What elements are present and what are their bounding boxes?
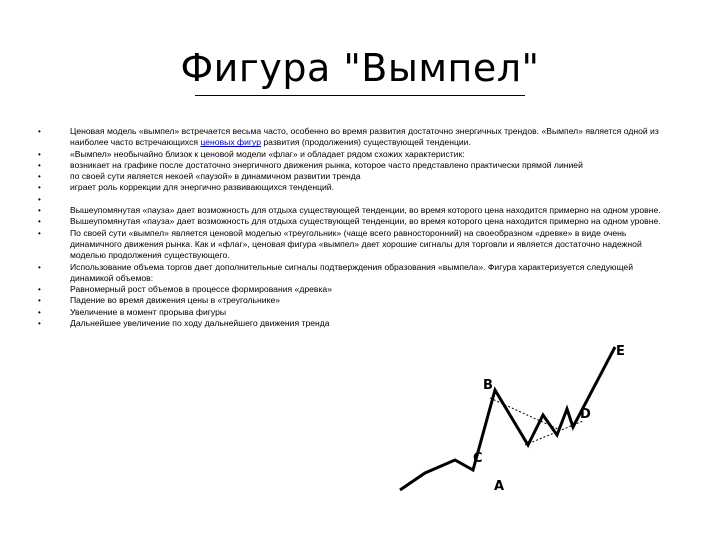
bullet-item: • «Вымпел» необычайно близок к ценовой модели «флаг» и обладает рядом схожих характеристик: (38, 149, 678, 160)
bullet-item: • Увеличение в момент прорыва фигуры (38, 307, 678, 318)
point-label-d: D (580, 407, 591, 422)
bullet-item: • возникает на графике после достаточно энергичного движения рынка, которое часто представлено практически прямой линией (38, 160, 678, 171)
bullet-item: • Падение во время движения цены в «треугольнике» (38, 295, 678, 306)
point-label-e: E (616, 344, 625, 359)
bullet-item: • Равномерный рост объемов в процессе формирования «древка» (38, 284, 678, 295)
bullet-item: • играет роль коррекции для энергично развивающихся тенденций. (38, 182, 678, 193)
bullet-text: развития (продолжения) существующей тенденции. (261, 137, 471, 148)
bullet-item: • По своей сути «вымпел» является ценовой моделью «треугольник» (чаще всего равносторонний) на своеобразном «древке» в виде очень динамичного движения рынка. Как и «флаг», ценовая фигура «вымпел» дает хорошие сигналы для торговли и является достаточно надежной моделью продолжения существующего. (38, 228, 678, 262)
bullet-item: • Вышеупомянутая «пауза» дает возможность для отдыха существующей тенденции, во время которого цена находится примерно на одном уровне. (38, 205, 678, 216)
title-underline (195, 95, 525, 96)
bullet-item (38, 126, 678, 149)
pennant-diagram (395, 335, 675, 500)
bullet-item-empty (38, 194, 678, 205)
bullet-item: • по своей сути является некоей «паузой» в динамичном развитии тренда (38, 171, 678, 182)
bullet-list (38, 126, 678, 329)
bullet-item: • Вышеупомянутая «пауза» дает возможность для отдыха существующей тенденции, во время которого цена находится примерно на одном уровне. (38, 216, 678, 227)
point-label-c: C (473, 451, 483, 466)
point-label-b: B (483, 378, 493, 393)
bullet-item: • Дальнейшее увеличение по ходу дальнейшего движения тренда (38, 318, 678, 329)
bullet-text: Ценовая модель «вымпел» встречается весьма часто, особенно во время развития достаточно энергичных трендов. «Вымпел» является одной из наиболее часто встречающихся (70, 126, 659, 148)
price-patterns-link[interactable]: ценовых фигур (200, 137, 261, 148)
bullet-item: • Использование объема торгов дает дополнительные сигналы подтверждения образования «вымпела». Фигура характеризуется следующей динамикой объемов: (38, 262, 678, 285)
point-label-a: A (494, 479, 505, 494)
page-title: Фигура "Вымпел" (180, 46, 540, 90)
